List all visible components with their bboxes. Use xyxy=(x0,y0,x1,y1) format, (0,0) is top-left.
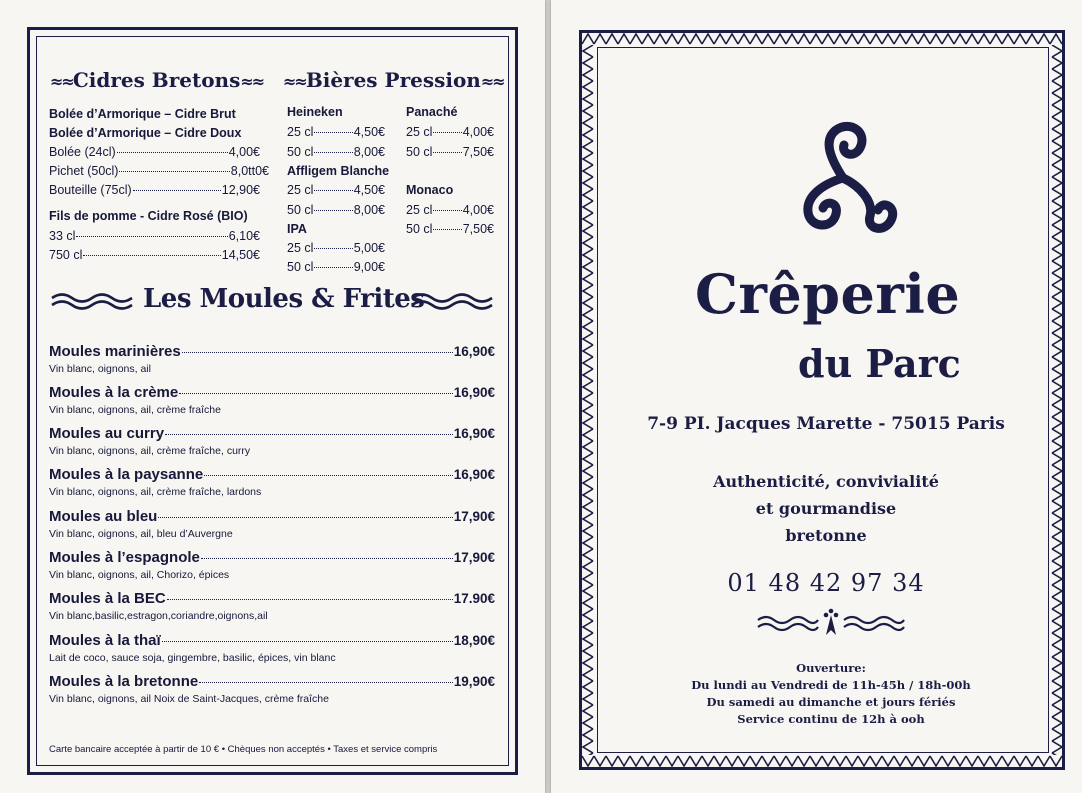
menu-item-bretonne: Moules à la bretonne 19,90€ xyxy=(49,673,495,690)
list-item: 750 cl 14,50€ xyxy=(49,248,260,262)
menu-item-description: Vin blanc, oignons, ail, crème fraîche, curry xyxy=(49,445,251,457)
restaurant-name-line2: du Parc xyxy=(798,341,961,386)
list-item: Pichet (50cl) 8,0tt0€ xyxy=(49,164,269,178)
menu-item-description: Vin blanc, oignons, ail, bleu d’Auvergne xyxy=(49,528,233,540)
list-item: 50 cl 8,00€ xyxy=(287,203,385,217)
border-ornament-right xyxy=(1051,45,1063,755)
tagline-line3: bretonne xyxy=(785,526,867,545)
list-item: Bolée (24cl) 4,00€ xyxy=(49,145,260,159)
menu-item-bleu: Moules au bleu 17,90€ xyxy=(49,508,495,525)
hours-line1: Du lundi au Vendredi de 11h-45h / 18h-00h xyxy=(691,678,971,692)
list-item: 33 cl 6,10€ xyxy=(49,229,260,243)
menu-item-description: Vin blanc, oignons, ail Noix de Saint-Jacques, crème fraîche xyxy=(49,693,329,705)
monaco-label: Monaco xyxy=(406,183,454,197)
menu-item-description: Vin blanc, oignons, ail, crème fraîche xyxy=(49,404,221,416)
menu-item-thai: Moules à la thaï 18,90€ xyxy=(49,632,495,649)
list-item: 25 cl 4,00€ xyxy=(406,125,494,139)
menu-item-description: Vin blanc, oignons, ail, crème fraîche, lardons xyxy=(49,486,262,498)
list-item: 25 cl 4,50€ xyxy=(287,183,385,197)
menu-item-paysanne: Moules à la paysanne 16,90€ xyxy=(49,466,495,483)
hours-line3: Service continu de 12h à ooh xyxy=(737,712,925,726)
phone-number: 01 48 42 97 34 xyxy=(727,569,925,597)
wave-ornament-icon: ≈≈ xyxy=(480,72,504,91)
menu-item-description: Vin blanc,basilic,estragon,coriandre,oignons,ail xyxy=(49,610,268,622)
border-ornament-bottom xyxy=(582,755,1062,767)
hours-line2: Du samedi au dimanche et jours fériés xyxy=(706,695,956,709)
list-item: 50 cl 7,50€ xyxy=(406,222,494,236)
list-item: Bouteille (75cl) 12,90€ xyxy=(49,183,260,197)
menu-item-creme: Moules à la crème 16,90€ xyxy=(49,384,495,401)
ermine-icon xyxy=(824,609,839,635)
list-item: 50 cl 7,50€ xyxy=(406,145,494,159)
menu-item-espagnole: Moules à l’espagnole 17,90€ xyxy=(49,549,495,566)
restaurant-name-line1: Crêperie xyxy=(695,262,961,326)
address: 7-9 PI. Jacques Marette - 75015 Paris xyxy=(647,414,1005,434)
wave-ornament-icon xyxy=(50,290,136,310)
menu-item-curry: Moules au curry 16,90€ xyxy=(49,425,495,442)
moules-heading: Les Moules & Frites xyxy=(143,284,425,314)
panache-label: Panaché xyxy=(406,105,458,119)
affligem-label: Affligem Blanche xyxy=(287,164,390,178)
tagline-line2: et gourmandise xyxy=(755,499,897,518)
border-ornament-top xyxy=(582,33,1062,45)
triskelion-icon xyxy=(778,118,908,238)
list-item: 25 cl 4,00€ xyxy=(406,203,494,217)
wave-ornament-icon: ≈≈ xyxy=(240,72,264,91)
border-ornament-left xyxy=(582,45,594,755)
cidre-rose-title: Fils de pomme - Cidre Rosé (BIO) xyxy=(49,209,248,223)
wave-ornament-icon: ≈≈ xyxy=(50,72,73,91)
list-item: 50 cl 8,00€ xyxy=(287,145,385,159)
list-item: 25 cl 5,00€ xyxy=(287,241,385,255)
list-item: 50 cl 9,00€ xyxy=(287,260,385,274)
payment-note: Carte bancaire acceptée à partir de 10 € • Chèques non acceptés • Taxes et service compris xyxy=(49,744,438,755)
heineken-label: Heineken xyxy=(287,105,343,119)
wave-ornament-icon xyxy=(756,605,906,641)
list-item: 25 cl 4,50€ xyxy=(287,125,385,139)
cidres-heading: ≈≈Cidres Bretons≈≈ xyxy=(50,68,264,92)
wave-ornament-icon: ≈≈ xyxy=(283,72,306,91)
tagline-line1: Authenticité, convivialité xyxy=(713,472,939,491)
ipa-label: IPA xyxy=(287,222,307,236)
wave-ornament-icon xyxy=(410,290,496,310)
cidre-doux-label: Bolée d’Armorique – Cidre Doux xyxy=(49,126,242,140)
cidre-brut-label: Bolée d’Armorique – Cidre Brut xyxy=(49,107,236,121)
menu-item-description: Lait de coco, sauce soja, gingembre, basilic, épices, vin blanc xyxy=(49,652,336,664)
menu-item-marinieres: Moules marinières 16,90€ xyxy=(49,343,495,360)
menu-item-description: Vin blanc, oignons, ail, Chorizo, épices xyxy=(49,569,230,581)
menu-item-description: Vin blanc, oignons, ail xyxy=(49,363,151,375)
menu-item-bec: Moules à la BEC 17.90€ xyxy=(49,590,495,607)
bieres-heading: ≈≈Bières Pression≈≈ xyxy=(283,68,504,92)
hours-title: Ouverture: xyxy=(796,661,866,675)
